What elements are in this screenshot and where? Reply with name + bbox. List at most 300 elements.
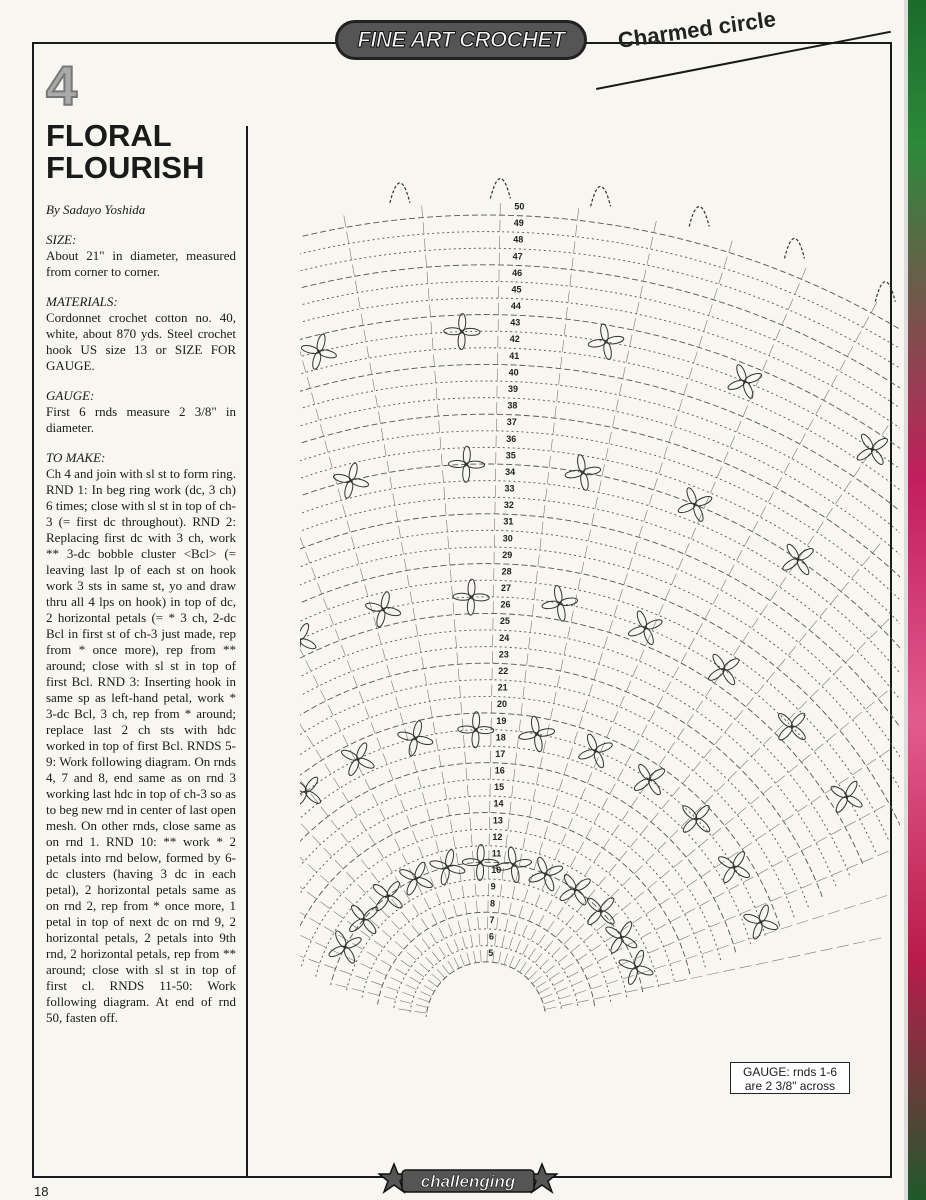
stitch-tick [420,963,429,971]
stitch-tick [724,452,729,463]
stitch-tick [564,763,568,774]
round-label: 11 [491,848,502,859]
stitch-tick [749,390,754,401]
stitch-tick [583,964,594,970]
gauge-heading: GAUGE: [46,388,95,403]
flower-petal [870,436,889,452]
stitch-tick [430,933,436,943]
stitch-tick [479,934,480,946]
stitch-tick [418,777,421,789]
stitch-tick [509,956,514,967]
stitch-tick [832,375,838,386]
page-number: 18 [34,1184,49,1199]
stitch-tick [447,520,448,532]
stitch-tick [545,941,553,950]
stitch-tick [371,873,378,883]
stitch-tick [569,748,573,760]
stitch-tick [607,980,619,984]
stitch-tick [440,437,441,449]
tomake-heading: TO MAKE: [46,450,106,465]
stitch-tick [395,784,399,795]
stitch-tick [465,902,467,914]
stitch-tick [315,943,326,948]
round-label: 31 [503,516,514,527]
stitch-tick [422,657,424,669]
stitch-tick [775,329,780,340]
stitch-tick [437,404,438,416]
stitch-tick [721,579,727,590]
stitch-tick [526,822,529,834]
stitch-tick [733,940,744,944]
stitch-tick [465,752,466,764]
stitch-tick [824,390,830,401]
stitch-tick [826,508,833,518]
stitch-tick [564,643,566,655]
round-arc [300,348,900,630]
stitch-tick [562,340,563,352]
stitch-tick [412,925,419,935]
stitch-tick [844,481,851,491]
stitch-tick [466,768,467,780]
stitch-tick [852,569,860,578]
stitch-tick [469,801,470,813]
stitch-tick [445,788,447,800]
stitch-tick [300,646,304,657]
round-arc [300,281,900,557]
flower-petal [685,487,698,506]
stitch-tick [571,945,580,953]
stitch-tick [542,522,543,534]
stitch-tick [713,594,719,605]
instructions-column [46,232,236,1026]
stitch-tick [547,472,548,484]
stitch-tick [619,589,623,600]
stitch-tick [658,842,667,851]
round-label: 26 [500,599,511,610]
stitch-tick [372,794,377,805]
stitch-tick [432,913,437,924]
stitch-tick [835,494,842,504]
stitch-tick [413,608,415,620]
stitch-tick [380,909,388,918]
stitch-tick [502,935,505,947]
stitch-tick [300,536,304,547]
stitch-tick [704,320,708,331]
stitch-tick [307,736,313,746]
stitch-tick [523,944,529,955]
stitch-tick [422,793,425,805]
stitch-tick [309,959,320,963]
stitch-tick [549,456,550,468]
stitch-tick [454,939,458,950]
stitch-tick [837,945,849,948]
stitch-tick [428,980,438,987]
stitch-tick [631,797,638,807]
round-arc [300,680,808,907]
round-label: 5 [488,948,494,958]
stitch-tick [787,853,798,859]
stitch-tick [672,787,680,796]
stitch-tick [403,992,414,996]
stitch-tick [709,923,720,928]
stitch-tick [334,778,340,788]
stitch-tick [450,570,451,582]
stitch-tick [467,953,470,965]
stitch-tick [520,962,527,972]
stitch-tick [728,772,737,781]
stitch-tick [300,882,303,889]
flower-petal [637,763,653,782]
stitch-tick [424,986,434,992]
stitch-tick [877,851,888,856]
stitch-tick [592,513,595,525]
stitch-tick [551,439,552,451]
round-label: 50 [514,201,525,212]
stitch-tick [862,858,873,863]
stitch-tick [770,591,777,601]
round-arc [300,398,900,680]
stitch-tick [377,738,381,749]
stitch-tick [651,813,659,822]
round-arc [300,564,900,827]
stitch-tick [844,906,856,910]
stitch-tick [498,901,499,913]
stitch-tick [320,875,329,883]
stitch-tick [679,399,683,411]
stitch-tick [538,555,539,567]
round-label: 7 [489,914,495,925]
stitch-tick [416,624,418,636]
stitch-tick [367,346,369,358]
stitch-tick [390,477,392,489]
stitch-tick [378,412,380,424]
stitch-tick [321,690,326,701]
stitch-tick [757,685,765,694]
stitch-tick [347,660,351,671]
stitch-tick [769,345,774,356]
stitch-tick [365,779,370,790]
stitch-tick [737,807,746,815]
stitch-tick [606,448,609,460]
stitch-tick [622,877,631,886]
stitch-tick [536,982,546,989]
stitch-tick [525,670,526,682]
stitch-tick [564,936,573,945]
stitch-tick [454,619,455,631]
stitch-tick [391,978,402,983]
stitch-tick [604,637,608,648]
stitch-tick [599,901,607,909]
round-label: 42 [509,334,520,345]
stitch-tick [801,755,810,763]
stitch-tick [419,846,423,857]
stitch-tick [536,571,537,583]
stitch-tick [504,953,508,965]
stitch-tick [399,526,401,538]
round-arc [300,364,900,646]
stitch-tick [762,360,767,371]
stitch-tick [686,850,695,858]
stitch-tick [873,544,881,553]
stitch-tick [626,755,632,766]
stitch-tick [603,839,610,849]
round-arc [300,613,863,863]
stitch-tick [602,465,605,477]
stitch-tick [426,957,434,966]
edging-picot [785,238,805,258]
stitch-tick [424,898,429,909]
stitch-tick [618,769,624,780]
pattern-number: 4 [46,54,78,117]
stitch-tick [559,373,560,385]
stitch-tick [395,941,404,949]
stitch-tick [350,750,355,761]
stitch-tick [609,621,613,632]
stitch-tick [432,338,433,350]
stitch-tick [646,854,655,863]
stitch-tick [801,845,812,851]
stitch-tick [594,813,600,824]
stitch-tick [744,536,750,547]
stitch-tick [711,482,716,493]
stitch-tick [817,522,824,532]
stitch-tick [702,950,714,954]
stitch-tick [657,696,663,707]
stitch-tick [422,919,428,929]
stitch-tick [512,786,513,798]
stitch-tick [359,691,363,702]
flower-petal [618,958,637,971]
stitch-tick [557,907,564,917]
diagram-flower-motifs [300,313,889,985]
round-arc [362,896,611,1002]
stitch-tick [587,974,598,979]
stitch-tick [871,302,877,313]
flower-petal [458,313,466,331]
stitch-tick [422,206,423,218]
flower-petal [844,780,859,799]
stitch-tick [402,912,409,922]
stitch-tick [553,980,564,986]
materials-text: Cordonnet crochet cotton no. 40, white, about 870 yds. Steel crochet hook US size 13 or SIZE FOR GAUGE. [46,310,236,373]
stitch-tick [585,866,592,876]
round-arc [300,215,900,482]
stitch-tick [414,761,417,773]
stitch-tick [654,965,666,969]
flower-petal [732,864,751,879]
flower-petal [618,920,633,939]
stitch-tick [499,952,502,964]
flower-motif [453,579,489,615]
stitch-tick [584,700,588,712]
stitch-tick [416,1005,428,1008]
stitch-tick [387,665,390,677]
stitch-tick [387,461,389,473]
stitch-tick [427,272,428,284]
stitch-tick [546,900,552,911]
flower-petal [869,447,885,466]
stitch-tick [439,755,441,767]
stitch-tick [449,889,452,901]
stitch-tick [714,288,718,299]
stitch-tick [371,722,375,733]
stitch-tick [504,852,505,864]
stitch-tick [681,652,687,663]
stitch-tick [439,928,444,939]
round-label: 41 [509,350,520,361]
round-arc [300,431,900,712]
stitch-tick [544,505,545,517]
stitch-tick [658,983,670,986]
stitch-tick [383,753,387,764]
stitch-tick [529,910,534,921]
round-label: 36 [506,433,517,444]
stitch-tick [401,800,405,811]
stitch-tick [834,666,843,675]
stitch-tick [448,924,452,935]
stitch-tick [300,935,311,940]
stitch-tick [632,917,642,924]
stitch-tick [382,930,391,938]
stitch-tick [670,916,681,922]
stitch-tick [863,317,869,328]
stitch-tick [673,860,682,868]
stitch-tick [612,416,615,428]
stitch-tick [730,436,735,447]
stitch-tick [839,778,849,785]
stitch-tick [570,857,576,868]
stitch-tick [789,563,796,573]
stitch-tick [571,611,573,623]
stitch-tick [880,750,890,757]
flower-petal [371,882,389,899]
stitch-tick [371,981,382,985]
stitch-tick [361,964,372,969]
stitch-tick [432,974,441,982]
stitch-tick [572,981,583,986]
stitch-tick [344,215,346,227]
round-label: 17 [495,749,506,759]
stitch-tick [795,283,800,294]
flower-petal [577,748,596,761]
stitch-tick [545,966,554,974]
stitch-tick [574,732,578,743]
stitch-tick [633,665,638,676]
stitch-tick [725,916,736,921]
stitch-tick [387,987,398,991]
stitch-tick [369,897,377,906]
stitch-tick [691,528,696,539]
stitch-tick [361,860,368,870]
stitch-tick [719,273,723,284]
stitch-tick [622,975,633,979]
stitch-tick [545,1007,557,1010]
flower-petal [735,363,748,382]
stitch-tick [816,404,822,415]
stitch-tick [694,929,705,934]
round-label: 33 [504,483,515,494]
stitch-tick [704,749,712,758]
flower-petal [355,741,369,760]
stitch-tick [646,908,656,915]
round-label: 20 [497,699,508,710]
stitch-tick [610,993,622,996]
designer-credit: By Sadayo Yoshida [46,202,146,217]
stitch-tick [832,871,843,876]
stitch-tick [396,510,398,522]
stitch-tick [847,864,858,869]
magazine-banner [335,20,587,60]
flower-petal [334,930,349,949]
stitch-tick [540,959,548,967]
stitch-tick [535,895,540,906]
diagram-edging-picots [390,179,895,302]
stitch-tick [705,609,711,620]
stitch-tick [312,836,320,845]
stitch-tick [696,701,703,711]
stitch-tick [761,605,768,615]
stitch-tick [303,361,306,373]
magazine-binding [908,0,926,1200]
stitch-tick [635,892,644,900]
stitch-tick [468,918,470,930]
stitch-tick [475,884,476,896]
round-label: 39 [508,384,519,394]
stitch-tick [860,901,871,905]
stitch-tick [561,659,564,671]
stitch-tick [534,858,538,870]
stitch-tick [325,441,328,453]
stitch-tick [698,513,703,524]
stitch-tick [602,798,608,809]
stitch-tick [324,927,334,933]
round-label: 10 [491,865,502,876]
stitch-tick [419,641,421,653]
stitch-tick [406,985,417,990]
stitch-tick [307,892,317,899]
round-label: 37 [506,417,517,428]
stitch-tick [458,669,459,681]
stitch-tick [509,903,512,915]
stitch-tick [807,536,814,546]
flower-petal [635,610,648,629]
stitch-tick [770,897,781,902]
stitch-tick [633,740,639,751]
stitch-tick [538,915,544,926]
stitch-tick [575,924,584,933]
edging-picot [490,179,510,199]
stitch-tick [543,741,546,753]
stitch-tick [585,546,588,558]
stitch-tick [547,724,550,736]
stitch-tick [317,583,321,594]
stitch-tick [752,521,758,532]
stitch-tick [742,843,752,850]
flower-motif [300,622,317,657]
stitch-tick [454,905,457,917]
stitch-tick [684,383,688,394]
stitch-tick [338,489,341,501]
stitch-tick [476,901,477,913]
stitch-tick [544,827,548,838]
stitch-tick [353,676,357,687]
stitch-tick [368,993,380,996]
stitch-tick [428,288,429,300]
flower-petal [796,546,815,562]
stitch-tick [760,507,766,518]
stitch-tick [830,595,838,604]
flower-petal [543,873,556,892]
